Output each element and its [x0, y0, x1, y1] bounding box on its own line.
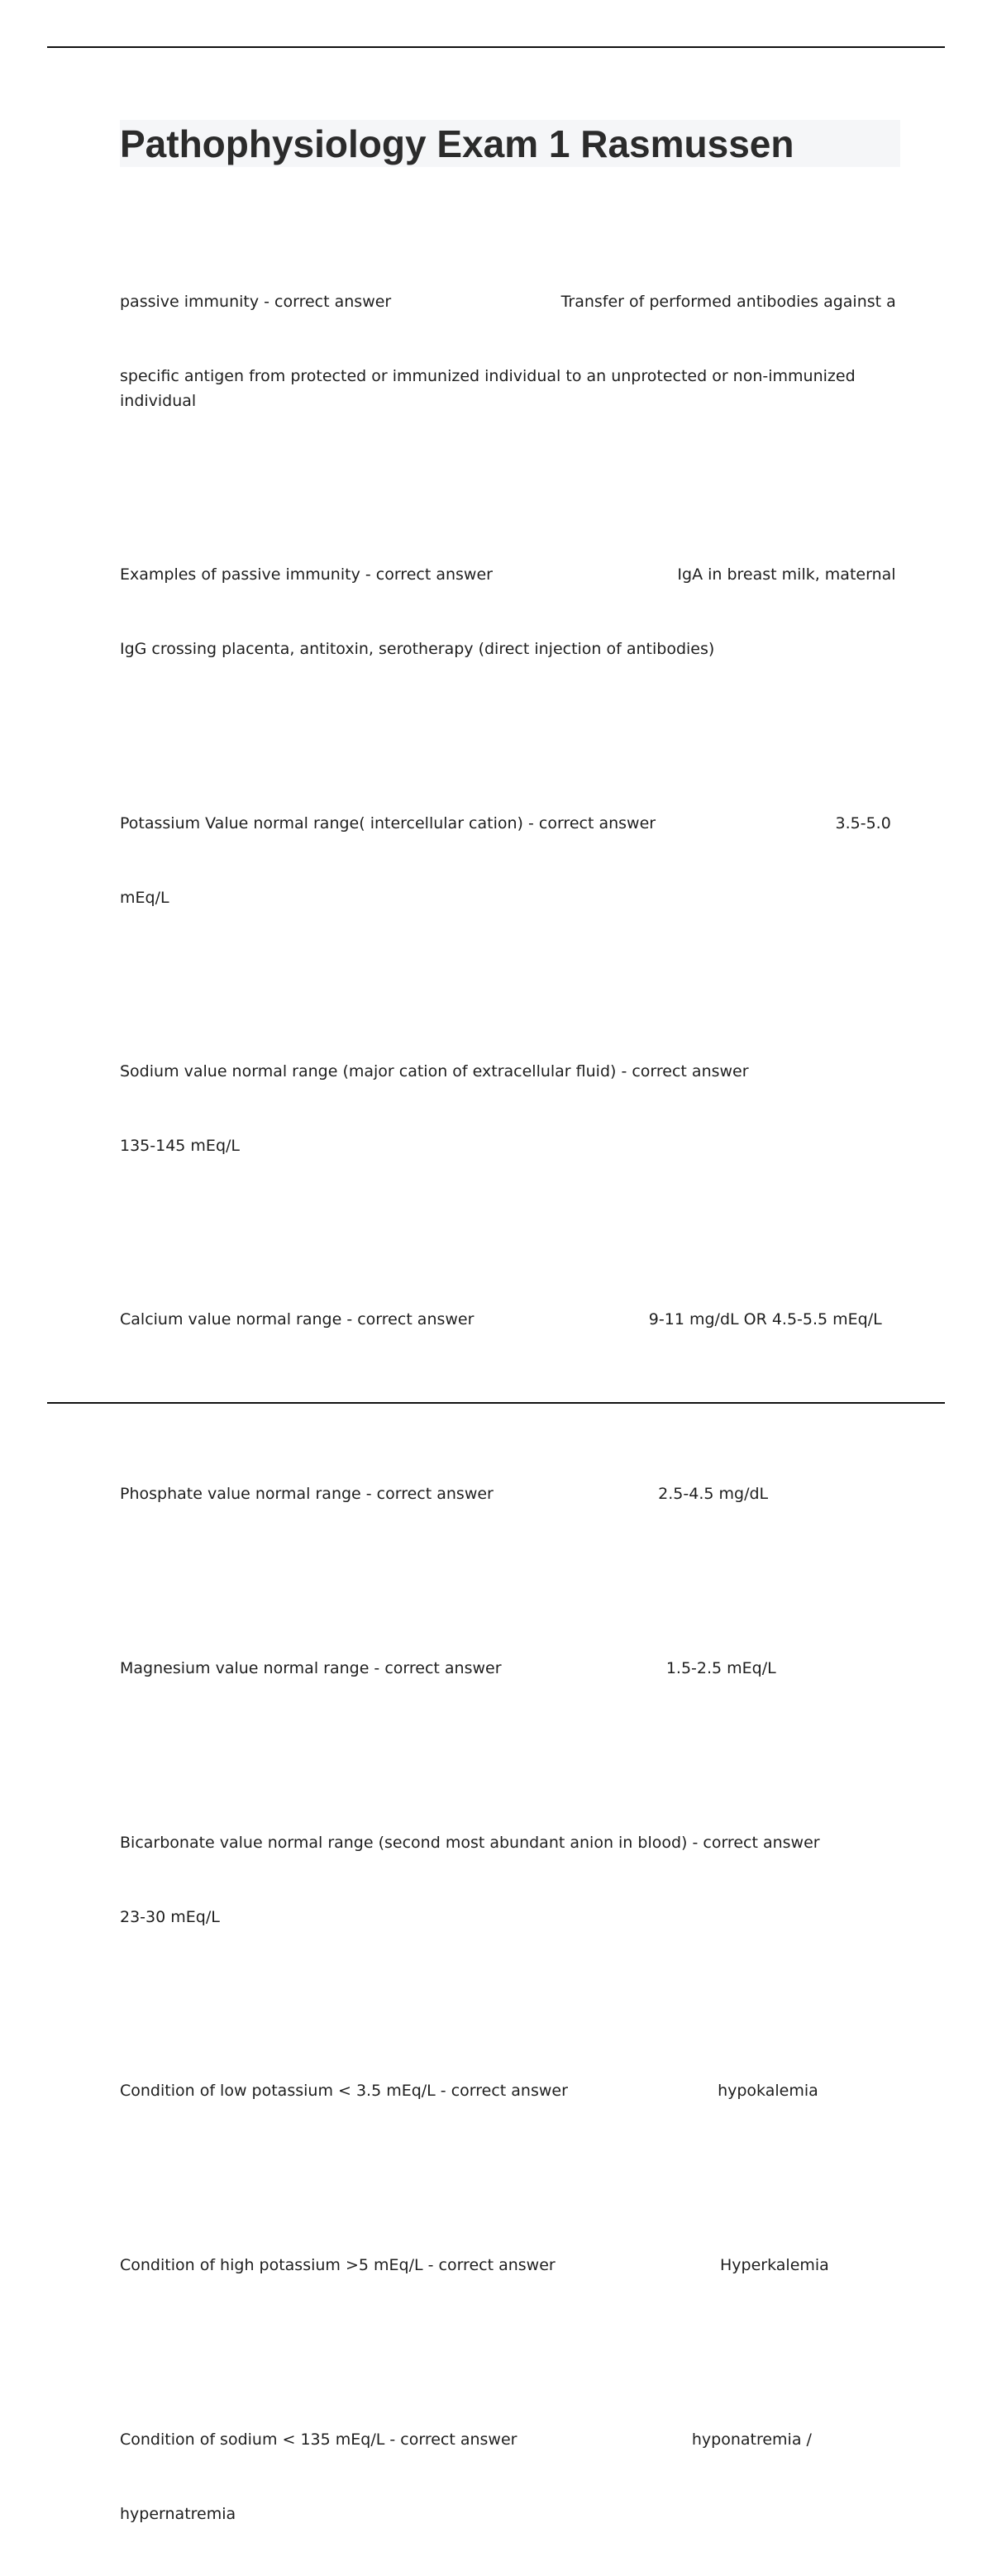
flashcard-calcium-range [120, 1257, 897, 1381]
flashcard-magnesium-range [120, 1606, 897, 1730]
card-line: hypernatremia [120, 2505, 236, 2523]
flashcard-passive-immunity-examples [120, 513, 897, 711]
flashcard-sodium-condition [120, 2378, 897, 2576]
card-line: specific antigen from protected or immunized individual to an unprotected or non-immunized individual [120, 367, 861, 410]
flashcard-high-potassium [120, 2203, 897, 2327]
flashcard-sodium-range [120, 1009, 897, 1208]
flashcard-passive-immunity [120, 240, 897, 463]
card-line: passive immunity - correct answer Transfer of performed antibodies against a [120, 293, 896, 311]
card-line: Phosphate value normal range - correct answer 2.5-4.5 mg/dL [120, 1485, 769, 1503]
card-line: Condition of high potassium >5 mEq/L - correct answer Hyperkalemia [120, 2256, 829, 2274]
page-title: Pathophysiology Exam 1 Rasmussen [120, 122, 794, 165]
card-line: Sodium value normal range (major cation of extracellular fluid) - correct answer [120, 1062, 749, 1080]
flashcard-potassium-range [120, 761, 897, 960]
card-line: Calcium value normal range - correct answer 9-11 mg/dL OR 4.5-5.5 mEq/L [120, 1310, 882, 1329]
card-line: Bicarbonate value normal range (second most abundant anion in blood) - correct answer [120, 1834, 820, 1852]
card-line: Examples of passive immunity - correct answer IgA in breast milk, maternal [120, 565, 896, 584]
card-line: Condition of sodium < 135 mEq/L - correct answer hyponatremia / [120, 2431, 812, 2449]
top-divider [47, 46, 945, 48]
flashcard-phosphate-range [120, 1432, 897, 1556]
card-line: Condition of low potassium < 3.5 mEq/L - correct answer hypokalemia [120, 2082, 818, 2100]
card-line: Potassium Value normal range( intercellular cation) - correct answer 3.5-5.0 [120, 814, 891, 832]
card-line: 135-145 mEq/L [120, 1137, 240, 1155]
card-line: IgG crossing placenta, antitoxin, serotherapy (direct injection of antibodies) [120, 640, 715, 658]
card-line: mEq/L [120, 889, 169, 907]
card-line: 23-30 mEq/L [120, 1908, 220, 1926]
flashcard-low-potassium [120, 2029, 897, 2153]
card-line: Magnesium value normal range - correct answer 1.5-2.5 mEq/L [120, 1659, 776, 1677]
flashcard-bicarbonate-range [120, 1781, 897, 1979]
bottom-divider [47, 1402, 945, 1404]
flashcard-list [120, 240, 897, 2576]
